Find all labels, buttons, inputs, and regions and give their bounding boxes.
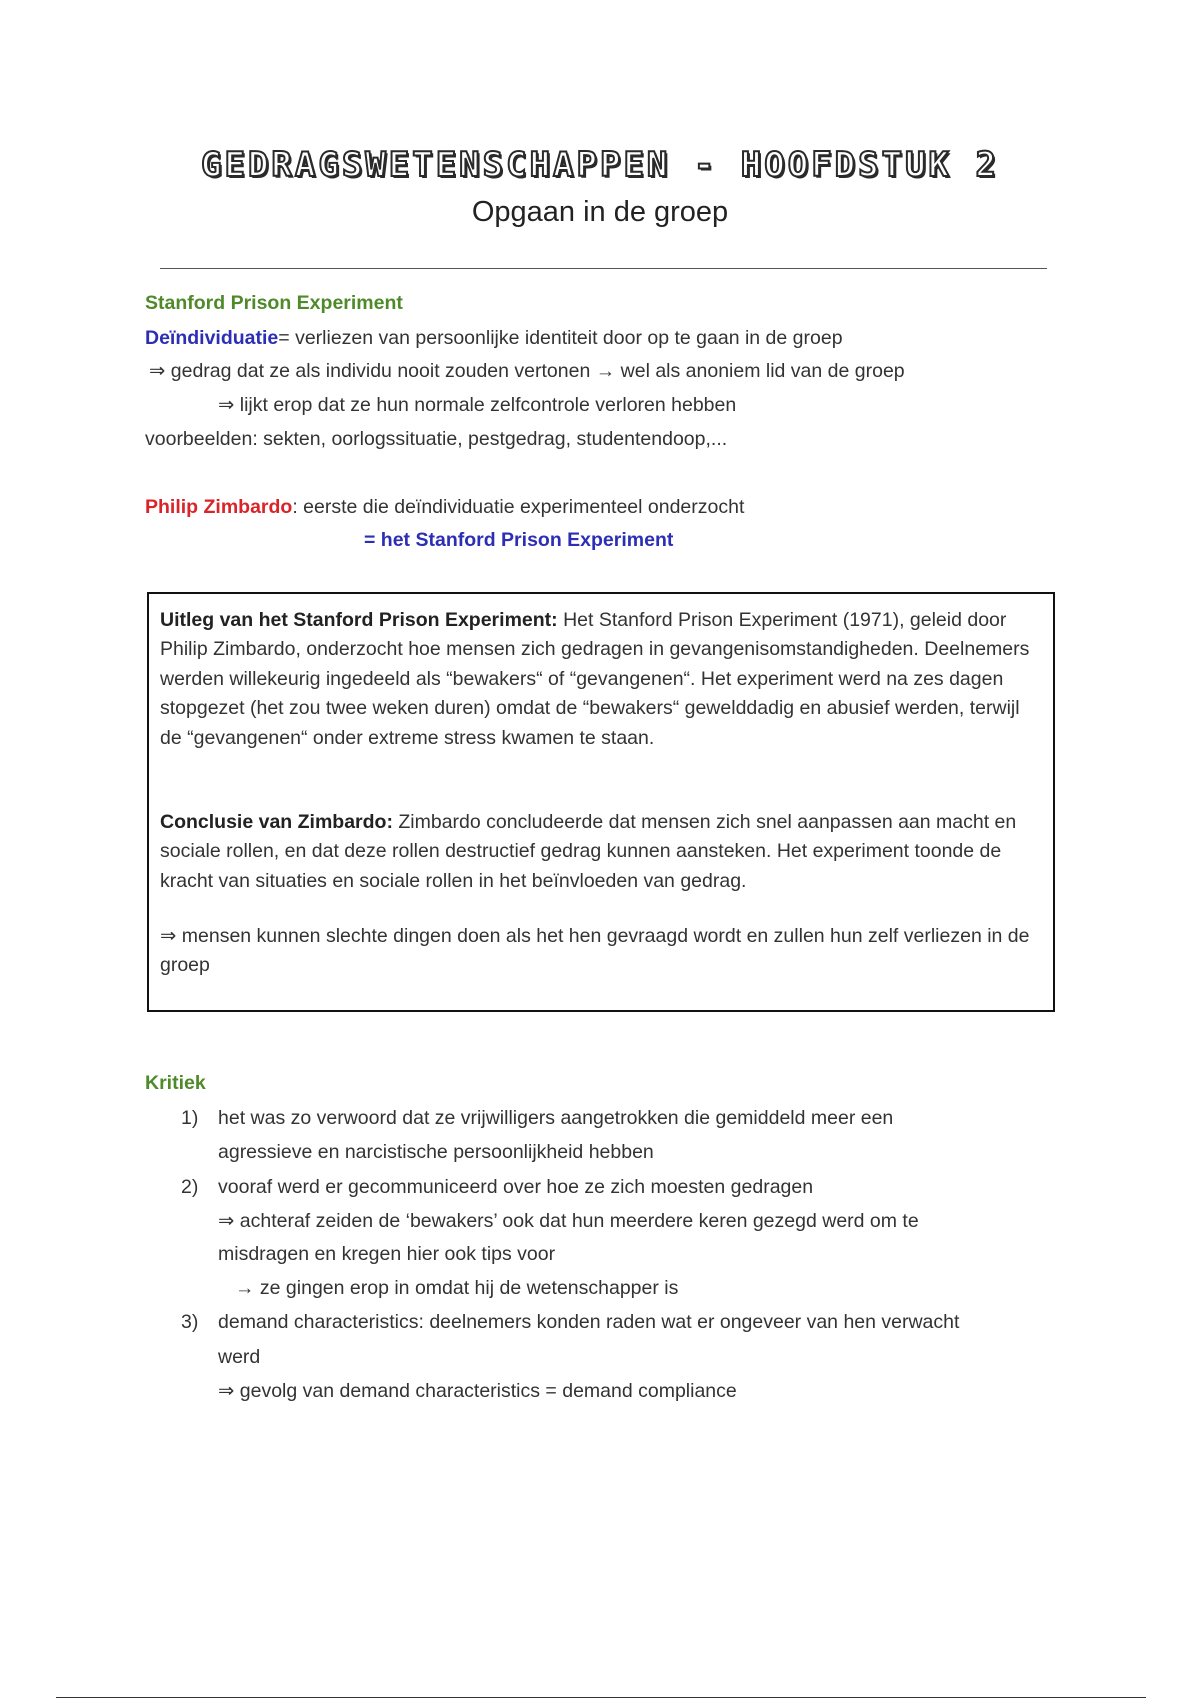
list-item-text: ⇒ gevolg van demand characteristics = demand compliance [218,1380,737,1402]
section-heading-kritiek: Kritiek [145,1072,206,1094]
list-item-number: 3) [181,1311,199,1333]
list-item-text: het was zo verwoord dat ze vrijwilligers aangetrokken die gemiddeld meer een [218,1107,894,1129]
self-control-line: ⇒ lijkt erop dat ze hun normale zelfcontrole verloren hebben [218,394,737,416]
explanation-paragraph [160,606,1040,753]
explanation-text: Het Stanford Prison Experiment (1971), geleid door Philip Zimbardo, onderzocht hoe mensen zich gedragen in gevangenisomstandigheden. Deelnemers werden willekeurig ingedeeld als “bewakers“ of “gevangenen“. Het experiment werd na zes dagen stopgezet (het zou twee weken duren) omdat de “bewakers“ gewelddadig en abusief werden, terwijl de “gevangenen“ onder extreme stress kwamen te staan. [160,609,1030,749]
title-divider [160,268,1047,269]
zimbardo-description: : eerste die deïndividuatie experimenteel onderzocht [292,496,745,518]
conclusion-paragraph [160,808,1040,896]
list-item-text: demand characteristics: deelnemers konden raden wat er ongeveer van hen verwacht [218,1311,960,1333]
takeaway-paragraph: ⇒ mensen kunnen slechte dingen doen als het hen gevraagd wordt en zullen hun zelf verliezen in de groep [160,925,1030,977]
list-item-text: vooraf werd er gecommuniceerd over hoe ze zich moesten gedragen [218,1176,814,1198]
list-item-text: → ze gingen erop in omdat hij de wetenschapper is [235,1277,679,1299]
page-subtitle: Opgaan in de groep [471,196,729,228]
zimbardo-name: Philip Zimbardo [145,496,293,518]
bottom-rule [56,1697,1146,1698]
section-heading-stanford: Stanford Prison Experiment [145,292,403,314]
zimbardo-result: = het Stanford Prison Experiment [364,529,674,551]
examples-line: voorbeelden: sekten, oorlogssituatie, pestgedrag, studentendoop,... [145,428,728,450]
behavior-line: ⇒ gedrag dat ze als individu nooit zouden vertonen → wel als anoniem lid van de groep [149,360,905,382]
explanation-label: Uitleg van het Stanford Prison Experiment: [160,609,558,631]
term-definition: = verliezen van persoonlijke identiteit door op te gaan in de groep [278,327,843,349]
definition-line [145,325,843,351]
explanation-box [147,592,1055,1012]
list-item-text: agressieve en narcistische persoonlijkheid hebben [218,1141,654,1163]
list-item-text: werd [218,1346,261,1368]
list-item-text: ⇒ achteraf zeiden de ‘bewakers’ ook dat hun meerdere keren gezegd werd om te [218,1210,919,1232]
list-item-number: 1) [181,1107,199,1129]
page-title: GEDRAGSWETENSCHAPPEN - HOOFDSTUK 2 [201,145,999,185]
conclusion-text: Zimbardo concludeerde dat mensen zich snel aanpassen aan macht en sociale rollen, en dat deze rollen destructief gedrag kunnen aansteken. Het experiment toonde de kracht van situaties en sociale rollen in het beïnvloeden van gedrag. [160,811,1017,892]
conclusion-label: Conclusie van Zimbardo: [160,811,393,833]
term-deindividuatie: Deïndividuatie [145,327,279,349]
list-item-text: misdragen en kregen hier ook tips voor [218,1243,556,1265]
list-item-number: 2) [181,1176,199,1198]
zimbardo-line [145,494,744,520]
